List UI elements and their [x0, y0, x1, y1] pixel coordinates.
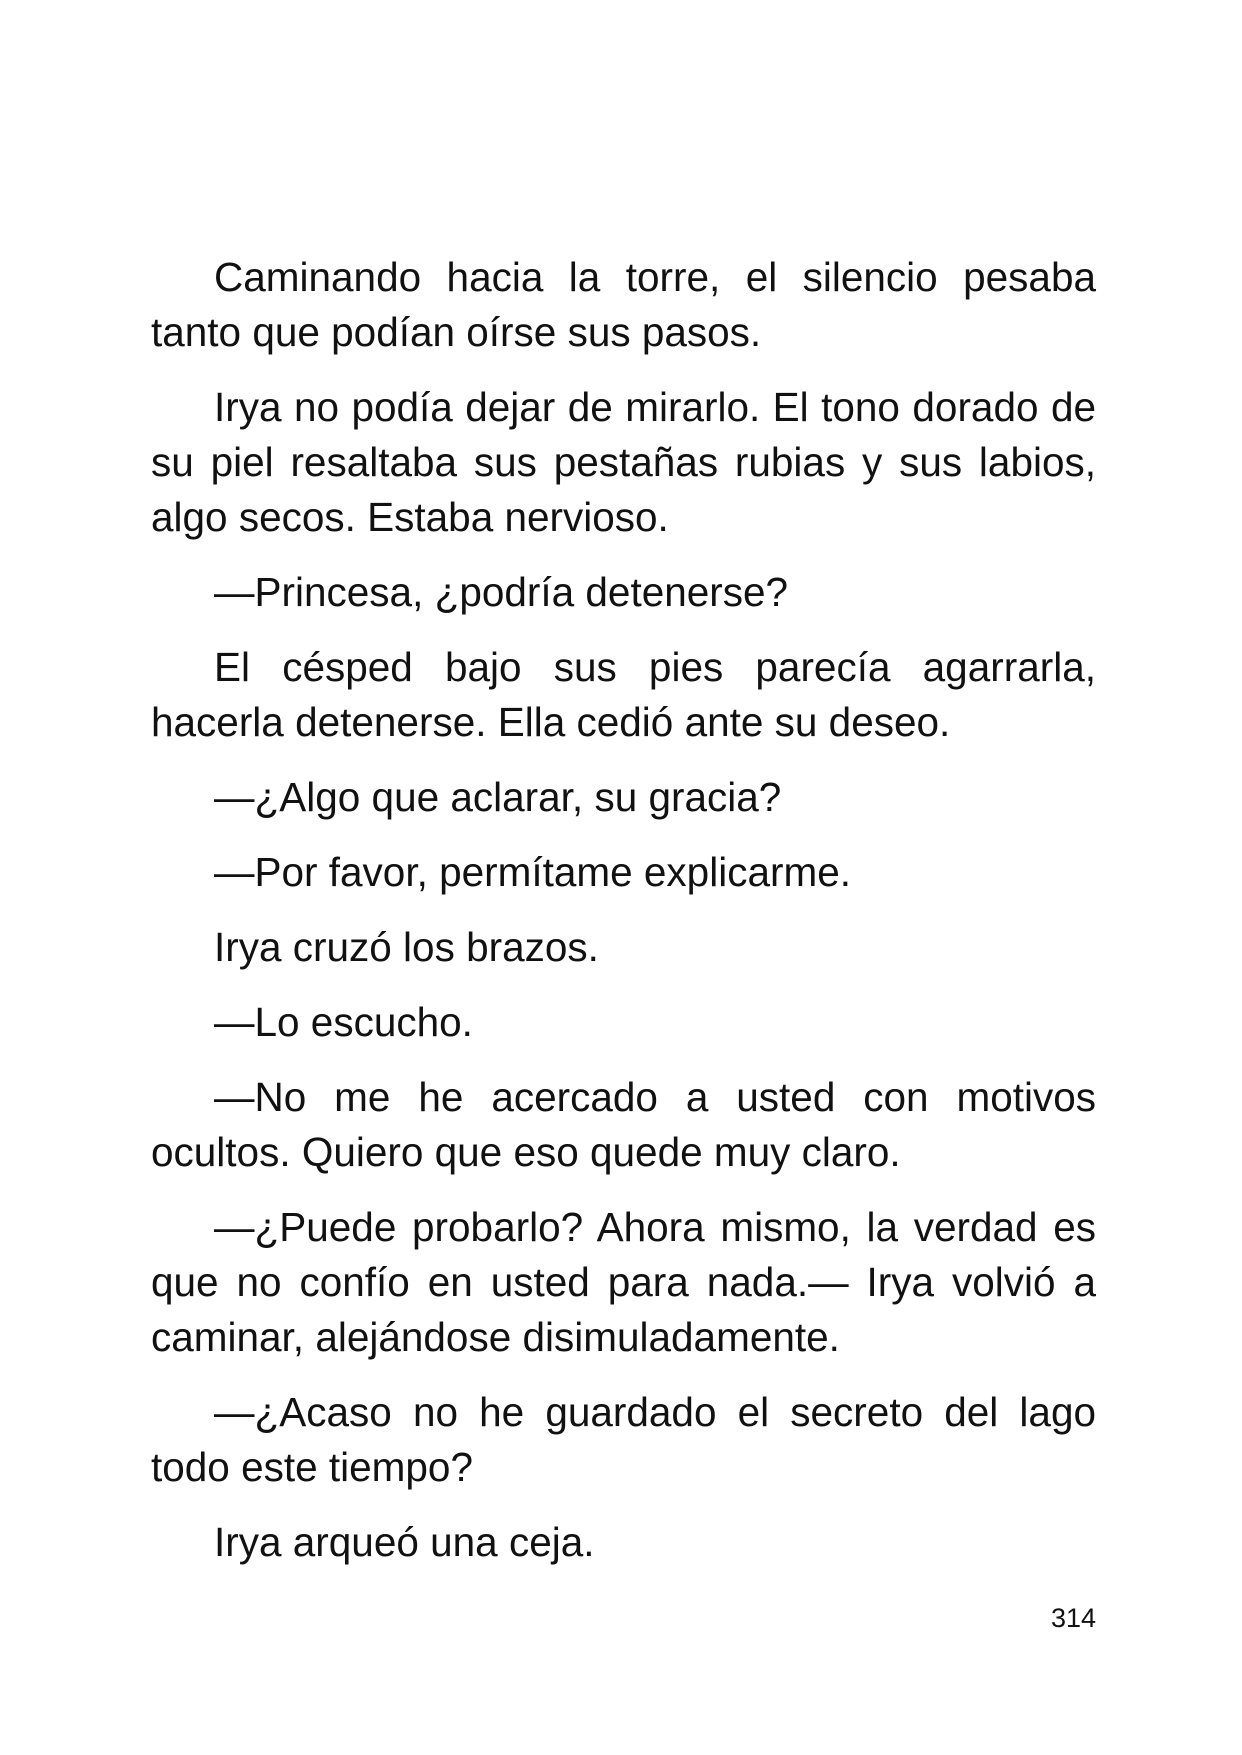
- paragraph: Irya arqueó una ceja.: [214, 1519, 595, 1565]
- body-text: [151, 250, 1096, 1590]
- paragraph: —No me he acercado a usted con motivos ocultos. Quiero que eso quede muy claro.: [151, 1074, 1096, 1175]
- paragraph: —¿Acaso no he guardado el secreto del lago todo este tiempo?: [151, 1389, 1096, 1490]
- paragraph: —Por favor, permítame explicarme.: [214, 849, 851, 895]
- paragraph: —Lo escucho.: [214, 999, 473, 1045]
- paragraph: Irya no podía dejar de mirarlo. El tono dorado de su piel resaltaba sus pestañas rubias y sus labios, algo secos. Estaba nervioso.: [151, 384, 1096, 540]
- paragraph: Irya cruzó los brazos.: [214, 924, 599, 970]
- paragraph: Caminando hacia la torre, el silencio pesaba tanto que podían oírse sus pasos.: [151, 254, 1096, 355]
- paragraph: —Princesa, ¿podría detenerse?: [214, 569, 789, 615]
- paragraph: El césped bajo sus pies parecía agarrarla, hacerla detenerse. Ella cedió ante su deseo.: [151, 644, 1096, 745]
- page-number: 314: [1050, 1603, 1096, 1633]
- paragraph: —¿Puede probarlo? Ahora mismo, la verdad es que no confío en usted para nada.— Irya volvió a caminar, alejándose disimuladamente.: [151, 1204, 1096, 1360]
- paragraph: —¿Algo que aclarar, su gracia?: [214, 774, 782, 820]
